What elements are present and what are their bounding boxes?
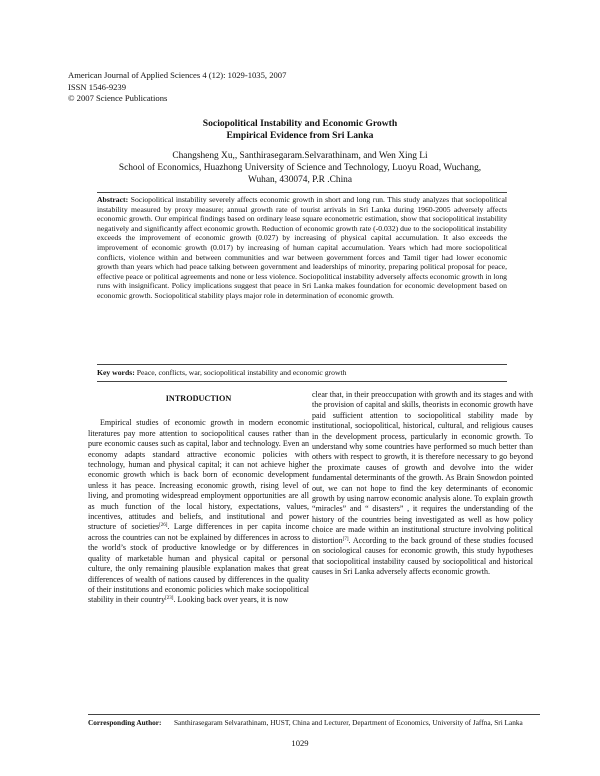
paper-title-line-2: Empirical Evidence from Sri Lanka (226, 130, 374, 141)
corresponding-author-label-text: Corresponding Author (88, 718, 160, 727)
abstract (97, 192, 508, 300)
intro-paragraph-left (88, 418, 309, 605)
citation-7: [7] (342, 536, 349, 542)
keywords (97, 364, 507, 382)
keywords-text: Peace, conflicts, war, sociopolitical instability and economic growth (134, 368, 347, 377)
journal-citation: American Journal of Applied Sciences 4 (12): 1029-1035, 2007 (68, 70, 287, 80)
citation-23: [23] (165, 596, 174, 602)
intro-text-part-2: . Large differences in per capita income across the countries can not be explained by differences in across to the world’s stock of productive knowledge or by differences in quality of marketable human and physical capital or personal culture, the only remaining plausible explanation makes that great differences of wealth of nations caused by differences in the quality of their institutions and economic policies which make sociopolitical stability in their country (88, 522, 309, 605)
journal-header (68, 70, 286, 105)
abstract-text: Sociopolitical instability severely affects economic growth in short and long run. This study analyzes that sociopolitical instability measured by proxy measure; annual growth rate of tourist arrivals in Sri Lanka during 1960-2005 adversely affects economic growth. Our empirical findings based on ordinary lease square econometric estimation, show that sociopolitical instability negatively and significantly affect economic growth. Reduction of economic growth rate (-0.032) due to the sociopolitical instability exceeds the improvement of economic growth (0.027) by increasing of physical capital accumulation. It also exceeds the improvement of economic growth (0.017) by increasing of human capital accumulation. Years which had more sociopolitical conflicts, violence within and between communities and war between government forces and Tamil tiger had lower economic growth than years which had peace talking between government and leaderships of minority, preparing political proposal for peace, effective peace or political agreements and none or less violence. Sociopolitical instability adversely affects economic growth in long runs with insignificant. Policy implications suggest that peace in Sri Lanka makes foundation for economic development based on economic growth. Sociopolitical stability plays major role in determination of economic growth. (97, 195, 508, 300)
author-affiliation: School of Economics, Huazhong University of Science and Technology, Luoyu Road, Wuchang, (118, 163, 482, 173)
journal-issn: ISSN 1546-9239 (68, 81, 127, 92)
author-address: Wuhan, 430074, P.R .China (247, 175, 353, 185)
intro-text-part-4: clear that, in their preoccupation with growth and its stages and with the provision of capital and skills, theorists in economic growth have paid sufficient attention to sociopolitical stability made by institutional, sociopolitical, historical, cultural, and religious causes in the development process, particularly in economic growth. To understand why some countries have performed so much better than others with respect to growth, it is therefore necessary to go beyond the proximate causes of growth and devolve into the wider fundamental determinants of the growth. As Brain Snowdon pointed out, we can not hope to find the key determinants of economic growth by using narrow economic analysis alone. To explain growth “miracles” and “ disasters” , it requires the understanding of the history of the countries being investigated as well as how policy choice are made within an institutional structure involving political distortion (312, 390, 533, 545)
author-names: Changsheng Xu,, Santhirasegaram.Selvarathinam, and Wen Xing Li (172, 151, 428, 161)
paper-title-line-1: Sociopolitical Instability and Economic Growth (202, 118, 398, 129)
author-block (60, 150, 540, 186)
abstract-label: Abstract: (97, 195, 129, 204)
intro-text-part-5: . According to the back ground of these studies focused on sociological causes for economic growth, this study hypotheses that sociopolitical instability caused by sociopolitical and historical causes in Sri Lanka adversely affects economic growth. (312, 535, 533, 576)
corresponding-author-footnote (88, 714, 540, 727)
corresponding-author-colon: : (159, 718, 162, 727)
section-heading-introduction: INTRODUCTION (165, 394, 232, 403)
intro-text-part-1: Empirical studies of economic growth in modern economic literatures pay more attention to sociopolitical causes rather than pure economic causes such as capital, labor and technology. Even an economy adapts standard attractive economic policies with technology, human and physical capital; it can not achieve higher economic growth which is back born of economic development unless it has peace. Increasing economic growth, rising level of living, and promoting widespread employment opportunities are all as much function of the local history, expectations, values, incentives, attitudes and beliefs, and institutional and power structure of societies (88, 418, 309, 532)
intro-paragraph-right (312, 390, 533, 577)
journal-copyright: © 2007 Science Publications (68, 93, 168, 103)
citation-26: [26] (159, 523, 168, 529)
right-column (312, 390, 533, 577)
corresponding-author-label (88, 718, 174, 727)
intro-text-part-3: . Looking back over years, it is now (173, 595, 289, 605)
keywords-label: Key words: (97, 368, 135, 377)
left-column (88, 394, 309, 606)
paper-title (60, 118, 540, 142)
page-number: 1029 (291, 738, 309, 748)
corresponding-author-text: Santhirasegaram Selvarathinam, HUST, China and Lecturer, Department of Economics, University of Jaffna, Sri Lanka (174, 718, 523, 727)
